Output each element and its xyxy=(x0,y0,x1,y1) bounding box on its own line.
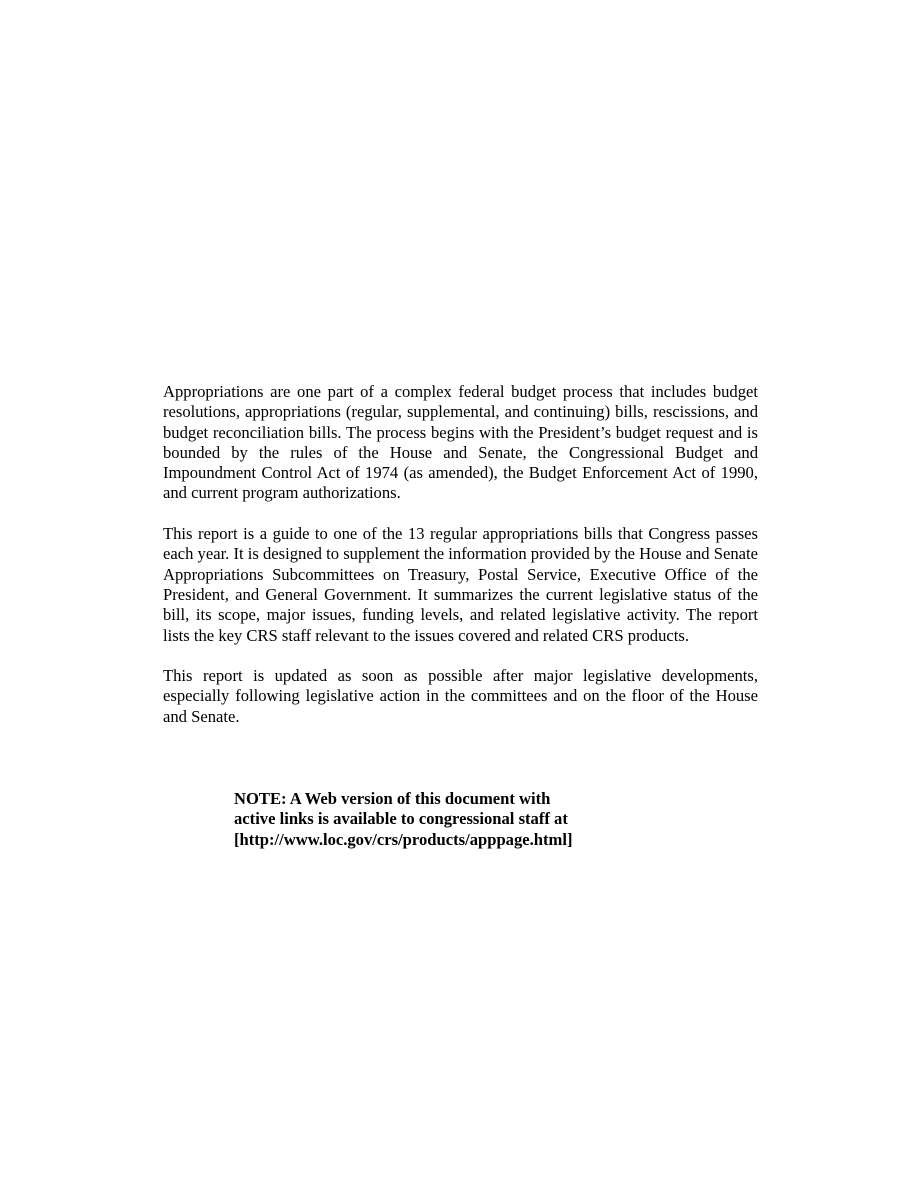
note-url-line: [http://www.loc.gov/crs/products/apppage.html] xyxy=(234,829,573,849)
paragraph-appropriations-process: Appropriations are one part of a complex federal budget process that includes budget resolutions, appropriations (regular, supplemental, and continuing) bills, rescissions, and budget reconciliation bills. The process begins with the President’s budget request and is bounded by the rules of the House and Senate, the Congressional Budget and Impoundment Control Act of 1974 (as amended), the Budget Enforcement Act of 1990, and current program authorizations. xyxy=(163,382,758,503)
web-version-note xyxy=(234,789,634,850)
note-line: active links is available to congressional staff at xyxy=(234,809,568,829)
note-line: NOTE: A Web version of this document with xyxy=(234,789,551,808)
paragraph-update-policy: This report is updated as soon as possible after major legislative developments, especially following legislative action in the committees and on the floor of the House and Senate. xyxy=(163,666,758,726)
paragraph-report-guide: This report is a guide to one of the 13 regular appropriations bills that Congress passes each year. It is designed to supplement the information provided by the House and Senate Appropriations Subcommittees on Treasury, Postal Service, Executive Office of the President, and General Government. It summarizes the current legislative status of the bill, its scope, major issues, funding levels, and related legislative activity. The report lists the key CRS staff relevant to the issues covered and related CRS products. xyxy=(163,524,758,645)
report-body xyxy=(163,382,758,747)
